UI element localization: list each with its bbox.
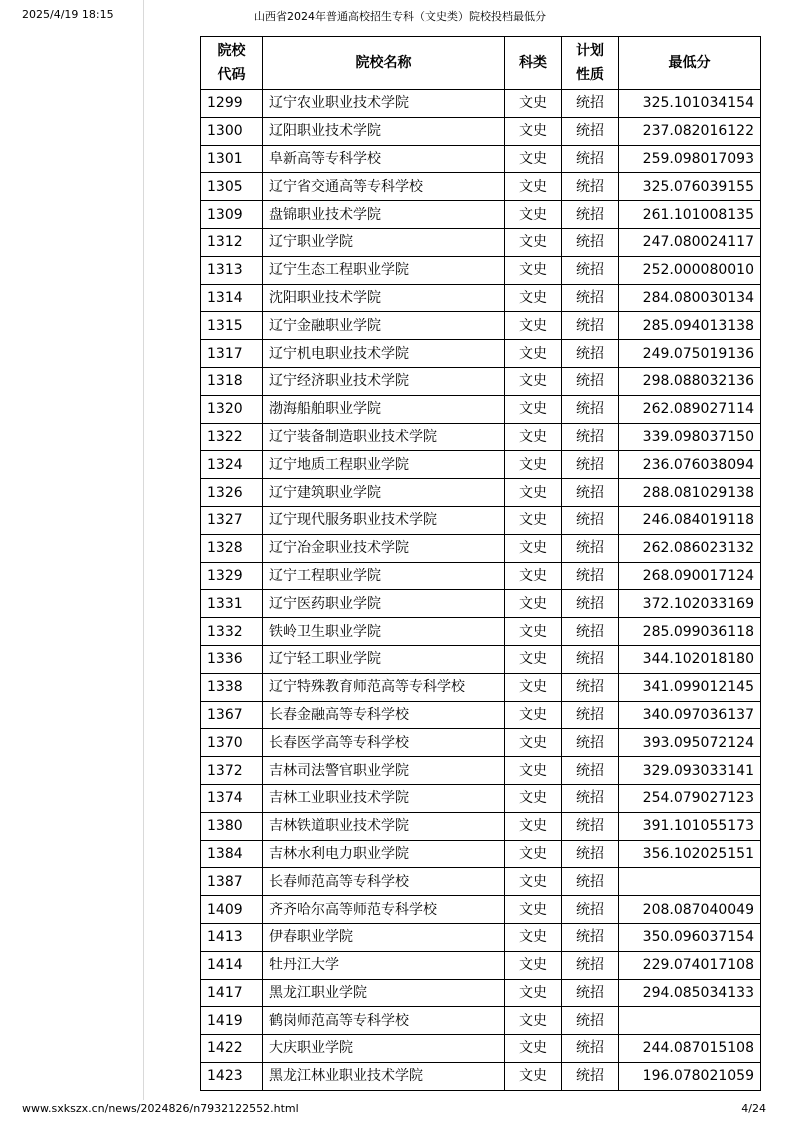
table-row — [201, 284, 761, 312]
school-code-cell: 1374 — [201, 784, 263, 812]
table-row — [201, 951, 761, 979]
category-cell: 文史 — [505, 784, 562, 812]
plan-type-cell: 统招 — [562, 451, 619, 479]
print-datetime: 2025/4/19 18:15 — [22, 8, 114, 21]
table-row — [201, 228, 761, 256]
category-cell: 文史 — [505, 840, 562, 868]
plan-type-cell: 统招 — [562, 117, 619, 145]
school-code-cell: 1327 — [201, 506, 263, 534]
school-code-cell: 1305 — [201, 173, 263, 201]
school-name-cell: 渤海船舶职业学院 — [263, 395, 505, 423]
header-category: 科类 — [505, 37, 562, 90]
category-cell: 文史 — [505, 673, 562, 701]
school-name-cell: 吉林工业职业技术学院 — [263, 784, 505, 812]
table-row — [201, 562, 761, 590]
school-name-cell: 辽宁冶金职业技术学院 — [263, 534, 505, 562]
min-score-cell: 247.080024117 — [619, 228, 761, 256]
school-name-cell: 盘锦职业技术学院 — [263, 201, 505, 229]
plan-type-cell: 统招 — [562, 506, 619, 534]
school-code-cell: 1413 — [201, 923, 263, 951]
min-score-cell: 285.094013138 — [619, 312, 761, 340]
table-row — [201, 395, 761, 423]
school-code-cell: 1328 — [201, 534, 263, 562]
school-code-cell: 1336 — [201, 645, 263, 673]
school-code-cell: 1329 — [201, 562, 263, 590]
table-row — [201, 590, 761, 618]
school-name-cell: 辽宁生态工程职业学院 — [263, 256, 505, 284]
plan-type-cell: 统招 — [562, 1035, 619, 1063]
school-name-cell: 辽宁经济职业技术学院 — [263, 367, 505, 395]
table-row — [201, 506, 761, 534]
category-cell: 文史 — [505, 1062, 562, 1090]
header-min-score: 最低分 — [619, 37, 761, 90]
table-body — [201, 90, 761, 1091]
category-cell: 文史 — [505, 423, 562, 451]
min-score-cell — [619, 1007, 761, 1035]
category-cell: 文史 — [505, 228, 562, 256]
table-row — [201, 451, 761, 479]
table-row — [201, 812, 761, 840]
plan-type-cell: 统招 — [562, 1062, 619, 1090]
category-cell: 文史 — [505, 506, 562, 534]
page-url: www.sxkszx.cn/news/2024826/n7932122552.html — [22, 1102, 299, 1115]
min-score-cell: 236.076038094 — [619, 451, 761, 479]
school-code-cell: 1318 — [201, 367, 263, 395]
school-code-cell: 1338 — [201, 673, 263, 701]
category-cell: 文史 — [505, 367, 562, 395]
table-row — [201, 90, 761, 118]
header-plan-type-line2: 性质 — [576, 67, 604, 83]
school-name-cell: 齐齐哈尔高等师范专科学校 — [263, 896, 505, 924]
school-name-cell: 铁岭卫生职业学院 — [263, 618, 505, 646]
plan-type-cell: 统招 — [562, 590, 619, 618]
school-name-cell: 辽宁特殊教育师范高等专科学校 — [263, 673, 505, 701]
min-score-cell: 391.101055173 — [619, 812, 761, 840]
table-row — [201, 701, 761, 729]
category-cell: 文史 — [505, 923, 562, 951]
plan-type-cell: 统招 — [562, 90, 619, 118]
table-row — [201, 645, 761, 673]
table-row — [201, 1035, 761, 1063]
min-score-cell: 325.076039155 — [619, 173, 761, 201]
plan-type-cell: 统招 — [562, 951, 619, 979]
plan-type-cell: 统招 — [562, 896, 619, 924]
plan-type-cell: 统招 — [562, 812, 619, 840]
min-score-cell: 268.090017124 — [619, 562, 761, 590]
school-name-cell: 辽宁建筑职业学院 — [263, 479, 505, 507]
school-code-cell: 1313 — [201, 256, 263, 284]
category-cell: 文史 — [505, 340, 562, 368]
table-row — [201, 896, 761, 924]
category-cell: 文史 — [505, 479, 562, 507]
category-cell: 文史 — [505, 395, 562, 423]
school-name-cell: 黑龙江职业学院 — [263, 979, 505, 1007]
category-cell: 文史 — [505, 1007, 562, 1035]
category-cell: 文史 — [505, 868, 562, 896]
plan-type-cell: 统招 — [562, 228, 619, 256]
table-row — [201, 1007, 761, 1035]
min-score-cell: 244.087015108 — [619, 1035, 761, 1063]
school-code-cell: 1312 — [201, 228, 263, 256]
plan-type-cell: 统招 — [562, 284, 619, 312]
school-code-cell: 1414 — [201, 951, 263, 979]
school-code-cell: 1332 — [201, 618, 263, 646]
school-code-cell: 1370 — [201, 729, 263, 757]
school-code-cell: 1409 — [201, 896, 263, 924]
table-row — [201, 312, 761, 340]
header-school-name: 院校名称 — [263, 37, 505, 90]
school-code-cell: 1299 — [201, 90, 263, 118]
category-cell: 文史 — [505, 312, 562, 340]
school-name-cell: 鹤岗师范高等专科学校 — [263, 1007, 505, 1035]
plan-type-cell: 统招 — [562, 423, 619, 451]
table-row — [201, 145, 761, 173]
document-title: 山西省2024年普通高校招生专科（文史类）院校投档最低分 — [254, 10, 546, 23]
min-score-cell: 288.081029138 — [619, 479, 761, 507]
category-cell: 文史 — [505, 951, 562, 979]
min-score-cell: 350.096037154 — [619, 923, 761, 951]
header-plan-type-line1: 计划 — [576, 43, 604, 59]
table-row — [201, 979, 761, 1007]
plan-type-cell: 统招 — [562, 701, 619, 729]
school-code-cell: 1367 — [201, 701, 263, 729]
table-row — [201, 201, 761, 229]
category-cell: 文史 — [505, 284, 562, 312]
min-score-cell: 356.102025151 — [619, 840, 761, 868]
min-score-cell: 340.097036137 — [619, 701, 761, 729]
min-score-cell: 262.089027114 — [619, 395, 761, 423]
plan-type-cell: 统招 — [562, 868, 619, 896]
category-cell: 文史 — [505, 451, 562, 479]
category-cell: 文史 — [505, 1035, 562, 1063]
plan-type-cell: 统招 — [562, 145, 619, 173]
margin-divider — [143, 0, 144, 1100]
school-name-cell: 牡丹江大学 — [263, 951, 505, 979]
plan-type-cell: 统招 — [562, 1007, 619, 1035]
category-cell: 文史 — [505, 729, 562, 757]
school-code-cell: 1384 — [201, 840, 263, 868]
min-score-cell: 393.095072124 — [619, 729, 761, 757]
school-name-cell: 辽宁地质工程职业学院 — [263, 451, 505, 479]
school-code-cell: 1301 — [201, 145, 263, 173]
school-name-cell: 长春医学高等专科学校 — [263, 729, 505, 757]
school-name-cell: 吉林司法警官职业学院 — [263, 757, 505, 785]
header-school-code-line2: 代码 — [217, 67, 246, 83]
school-code-cell: 1324 — [201, 451, 263, 479]
school-name-cell: 长春师范高等专科学校 — [263, 868, 505, 896]
header-school-code-line1: 院校 — [217, 43, 246, 59]
table-row — [201, 340, 761, 368]
category-cell: 文史 — [505, 117, 562, 145]
print-header — [0, 8, 800, 24]
category-cell: 文史 — [505, 757, 562, 785]
min-score-cell: 259.098017093 — [619, 145, 761, 173]
header-plan-type — [562, 37, 619, 90]
school-name-cell: 长春金融高等专科学校 — [263, 701, 505, 729]
table-row — [201, 784, 761, 812]
school-code-cell: 1380 — [201, 812, 263, 840]
school-name-cell: 吉林铁道职业技术学院 — [263, 812, 505, 840]
min-score-cell: 341.099012145 — [619, 673, 761, 701]
plan-type-cell: 统招 — [562, 673, 619, 701]
category-cell: 文史 — [505, 256, 562, 284]
table-row — [201, 618, 761, 646]
min-score-cell: 284.080030134 — [619, 284, 761, 312]
plan-type-cell: 统招 — [562, 757, 619, 785]
plan-type-cell: 统招 — [562, 645, 619, 673]
min-score-cell: 298.088032136 — [619, 367, 761, 395]
school-name-cell: 辽宁金融职业学院 — [263, 312, 505, 340]
school-name-cell: 辽宁工程职业学院 — [263, 562, 505, 590]
school-name-cell: 辽宁农业职业技术学院 — [263, 90, 505, 118]
school-code-cell: 1309 — [201, 201, 263, 229]
school-name-cell: 黑龙江林业职业技术学院 — [263, 1062, 505, 1090]
plan-type-cell: 统招 — [562, 840, 619, 868]
plan-type-cell: 统招 — [562, 367, 619, 395]
school-name-cell: 大庆职业学院 — [263, 1035, 505, 1063]
min-score-cell: 285.099036118 — [619, 618, 761, 646]
min-score-cell: 344.102018180 — [619, 645, 761, 673]
school-code-cell: 1417 — [201, 979, 263, 1007]
school-code-cell: 1317 — [201, 340, 263, 368]
table-row — [201, 923, 761, 951]
category-cell: 文史 — [505, 562, 562, 590]
school-name-cell: 辽宁省交通高等专科学校 — [263, 173, 505, 201]
header-school-code — [201, 37, 263, 90]
plan-type-cell: 统招 — [562, 312, 619, 340]
table-row — [201, 117, 761, 145]
min-score-cell: 339.098037150 — [619, 423, 761, 451]
school-name-cell: 沈阳职业技术学院 — [263, 284, 505, 312]
page-number: 4/24 — [741, 1102, 766, 1115]
min-score-cell: 229.074017108 — [619, 951, 761, 979]
school-name-cell: 辽宁轻工职业学院 — [263, 645, 505, 673]
category-cell: 文史 — [505, 701, 562, 729]
table-row — [201, 423, 761, 451]
plan-type-cell: 统招 — [562, 562, 619, 590]
min-score-cell: 325.101034154 — [619, 90, 761, 118]
school-code-cell: 1423 — [201, 1062, 263, 1090]
table-row — [201, 729, 761, 757]
school-code-cell: 1331 — [201, 590, 263, 618]
category-cell: 文史 — [505, 90, 562, 118]
min-score-cell: 252.000080010 — [619, 256, 761, 284]
school-code-cell: 1387 — [201, 868, 263, 896]
min-score-cell: 372.102033169 — [619, 590, 761, 618]
school-code-cell: 1419 — [201, 1007, 263, 1035]
category-cell: 文史 — [505, 534, 562, 562]
plan-type-cell: 统招 — [562, 479, 619, 507]
school-name-cell: 辽宁机电职业技术学院 — [263, 340, 505, 368]
min-score-cell: 294.085034133 — [619, 979, 761, 1007]
school-code-cell: 1300 — [201, 117, 263, 145]
min-score-cell: 246.084019118 — [619, 506, 761, 534]
school-code-cell: 1320 — [201, 395, 263, 423]
min-score-cell — [619, 868, 761, 896]
min-score-cell: 249.075019136 — [619, 340, 761, 368]
min-score-cell: 261.101008135 — [619, 201, 761, 229]
table-row — [201, 479, 761, 507]
category-cell: 文史 — [505, 812, 562, 840]
category-cell: 文史 — [505, 201, 562, 229]
table-row — [201, 367, 761, 395]
school-code-cell: 1422 — [201, 1035, 263, 1063]
table-row — [201, 534, 761, 562]
table-row — [201, 840, 761, 868]
plan-type-cell: 统招 — [562, 395, 619, 423]
category-cell: 文史 — [505, 645, 562, 673]
plan-type-cell: 统招 — [562, 979, 619, 1007]
category-cell: 文史 — [505, 979, 562, 1007]
table-row — [201, 673, 761, 701]
table-row — [201, 868, 761, 896]
plan-type-cell: 统招 — [562, 618, 619, 646]
school-name-cell: 辽宁现代服务职业技术学院 — [263, 506, 505, 534]
school-code-cell: 1322 — [201, 423, 263, 451]
table-row — [201, 757, 761, 785]
plan-type-cell: 统招 — [562, 534, 619, 562]
school-code-cell: 1326 — [201, 479, 263, 507]
school-name-cell: 吉林水利电力职业学院 — [263, 840, 505, 868]
category-cell: 文史 — [505, 173, 562, 201]
category-cell: 文史 — [505, 145, 562, 173]
min-score-cell: 262.086023132 — [619, 534, 761, 562]
table-row — [201, 173, 761, 201]
table-header-row — [201, 37, 761, 90]
school-name-cell: 辽宁装备制造职业技术学院 — [263, 423, 505, 451]
plan-type-cell: 统招 — [562, 201, 619, 229]
school-name-cell: 伊春职业学院 — [263, 923, 505, 951]
school-name-cell: 辽宁医药职业学院 — [263, 590, 505, 618]
min-score-cell: 237.082016122 — [619, 117, 761, 145]
school-code-cell: 1315 — [201, 312, 263, 340]
category-cell: 文史 — [505, 590, 562, 618]
plan-type-cell: 统招 — [562, 784, 619, 812]
table-row — [201, 1062, 761, 1090]
table-row — [201, 256, 761, 284]
plan-type-cell: 统招 — [562, 256, 619, 284]
category-cell: 文史 — [505, 618, 562, 646]
plan-type-cell: 统招 — [562, 340, 619, 368]
min-score-cell: 254.079027123 — [619, 784, 761, 812]
school-name-cell: 辽宁职业学院 — [263, 228, 505, 256]
school-name-cell: 阜新高等专科学校 — [263, 145, 505, 173]
plan-type-cell: 统招 — [562, 173, 619, 201]
min-score-cell: 208.087040049 — [619, 896, 761, 924]
plan-type-cell: 统招 — [562, 923, 619, 951]
category-cell: 文史 — [505, 896, 562, 924]
admission-score-table — [200, 36, 761, 1091]
min-score-cell: 196.078021059 — [619, 1062, 761, 1090]
min-score-cell: 329.093033141 — [619, 757, 761, 785]
school-code-cell: 1314 — [201, 284, 263, 312]
plan-type-cell: 统招 — [562, 729, 619, 757]
school-code-cell: 1372 — [201, 757, 263, 785]
school-name-cell: 辽阳职业技术学院 — [263, 117, 505, 145]
